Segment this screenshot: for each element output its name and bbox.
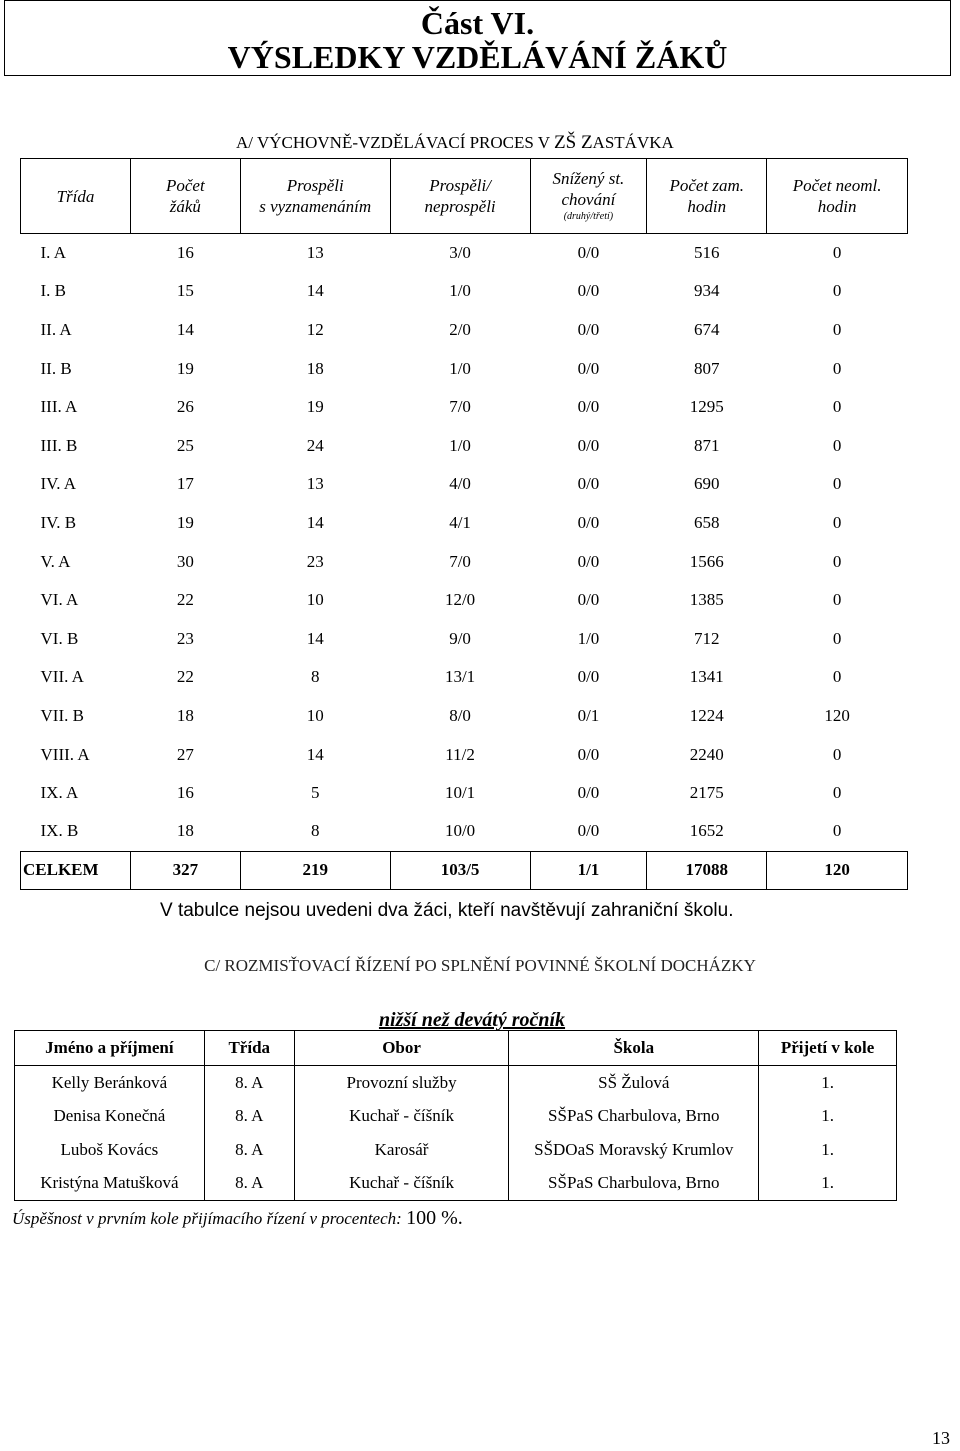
- placement-cell: Denisa Konečná: [15, 1100, 205, 1134]
- placement-cell: 1.: [759, 1167, 897, 1201]
- section-a-letter: A/ V: [236, 133, 270, 152]
- table-cell: I. B: [40, 281, 66, 301]
- placement-row: [15, 1100, 897, 1134]
- table-cell: II. B: [40, 358, 72, 378]
- table-cell: 16: [176, 243, 194, 263]
- success-rate-value: 100 %.: [406, 1207, 463, 1229]
- table-cell: IX. A: [40, 783, 79, 803]
- table-cell: 7/0: [449, 551, 471, 571]
- table-cell: 14: [306, 281, 324, 301]
- table-cell: 14: [306, 628, 324, 648]
- header-prijeti: Přijetí v kole: [759, 1031, 897, 1066]
- placement-row: [15, 1066, 897, 1100]
- section-a-heading: [236, 132, 674, 154]
- table-cell: 1/0: [577, 628, 600, 648]
- table-row: [21, 311, 908, 350]
- table-row: [21, 504, 908, 543]
- table-cell: 1295: [689, 397, 724, 417]
- table-cell: 674: [694, 319, 720, 339]
- table-cell: 0: [832, 281, 842, 301]
- table-cell: 2/0: [449, 319, 471, 339]
- table-cell: 0/0: [577, 783, 600, 803]
- table-cell: 7/0: [449, 397, 471, 417]
- placement-table: [14, 1030, 897, 1201]
- table-cell: 0/0: [577, 319, 600, 339]
- table-row: [21, 388, 908, 427]
- placement-cell: Luboš Kovács: [15, 1133, 205, 1167]
- table-cell: 807: [694, 358, 720, 378]
- table-cell: 13: [306, 474, 324, 494]
- section-a-school: ZŠ Z: [554, 132, 593, 153]
- table-cell: 10: [306, 705, 324, 725]
- table-cell: 1652: [689, 821, 724, 841]
- table-cell: 1341: [689, 667, 724, 687]
- header-pocet-zaku: Počet žáků: [130, 159, 240, 234]
- table-cell: 2175: [689, 783, 724, 803]
- table-cell: 1/0: [449, 435, 471, 455]
- table-row: [21, 658, 908, 697]
- table-cell: 934: [694, 281, 720, 301]
- table-row: [21, 542, 908, 581]
- table-cell: 0/0: [577, 358, 600, 378]
- placement-cell: Kuchař - číšník: [294, 1167, 509, 1201]
- table-cell: VII. B: [40, 705, 84, 725]
- table-cell: 1/0: [449, 358, 471, 378]
- total-cell: 17088: [647, 851, 767, 890]
- header-trida-2: Třída: [204, 1031, 294, 1066]
- table-cell: 12: [306, 319, 324, 339]
- table-cell: 10/0: [444, 821, 476, 841]
- foreign-students-note: V tabulce nejsou uvedeni dva žáci, kteří navštěvují zahraniční školu.: [160, 900, 734, 921]
- table-row: [21, 812, 908, 851]
- table-cell: 0: [832, 667, 842, 687]
- total-row: [21, 851, 908, 890]
- table-cell: 19: [306, 397, 324, 417]
- table-cell: 22: [176, 667, 194, 687]
- chapter-title: VÝSLEDKY VZDĚLÁVÁNÍ ŽÁKŮ: [227, 39, 728, 75]
- table-cell: 0/1: [577, 705, 600, 725]
- table-cell: 13/1: [444, 667, 476, 687]
- table-cell: 9/0: [449, 628, 471, 648]
- table-cell: VI. A: [40, 590, 79, 610]
- table-row: [21, 619, 908, 658]
- placement-cell: Kristýna Matušková: [15, 1167, 205, 1201]
- total-cell: 103/5: [390, 851, 530, 890]
- table-cell: 14: [306, 512, 324, 532]
- table-cell: V. A: [40, 551, 71, 571]
- table-cell: 0/0: [577, 512, 600, 532]
- table-cell: 0: [832, 358, 842, 378]
- table-cell: 690: [694, 474, 720, 494]
- table-cell: 26: [176, 397, 194, 417]
- placement-cell: 8. A: [204, 1066, 294, 1100]
- table-cell: 17: [176, 474, 194, 494]
- placement-header-row: [15, 1031, 897, 1066]
- table-cell: II. A: [40, 319, 72, 339]
- table-cell: 25: [176, 435, 194, 455]
- table-row: [21, 465, 908, 504]
- table-cell: 30: [176, 551, 194, 571]
- table-cell: 19: [176, 358, 194, 378]
- table-cell: 16: [176, 783, 194, 803]
- table-cell: 0: [832, 590, 842, 610]
- chapter-number: Část VI.: [420, 5, 535, 41]
- table-cell: 14: [176, 319, 194, 339]
- table-row: [21, 697, 908, 736]
- table-cell: 0: [832, 243, 842, 263]
- section-a-text: ÝCHOVNĚ-VZDĚLÁVACÍ PROCES V: [269, 133, 555, 152]
- results-header-row: [21, 159, 908, 234]
- table-cell: 8: [310, 667, 320, 687]
- placement-row: [15, 1133, 897, 1167]
- table-cell: 712: [694, 628, 720, 648]
- table-cell: 658: [694, 512, 720, 532]
- placement-cell: SŠPaS Charbulova, Brno: [509, 1167, 759, 1201]
- table-cell: 0: [832, 821, 842, 841]
- header-skola: Škola: [509, 1031, 759, 1066]
- table-cell: 27: [176, 744, 194, 764]
- table-cell: 18: [306, 358, 324, 378]
- placement-row: [15, 1167, 897, 1201]
- table-cell: 0/0: [577, 474, 600, 494]
- placement-cell: SŠ Žulová: [509, 1066, 759, 1100]
- table-row: [21, 426, 908, 465]
- placement-cell: Kelly Beránková: [15, 1066, 205, 1100]
- table-cell: 0/0: [577, 435, 600, 455]
- table-cell: 0: [832, 744, 842, 764]
- placement-cell: 8. A: [204, 1133, 294, 1167]
- table-cell: 0: [832, 397, 842, 417]
- table-cell: I. A: [40, 243, 66, 263]
- page-number: 13: [932, 1428, 950, 1448]
- table-row: [21, 349, 908, 388]
- table-cell: III. B: [40, 435, 78, 455]
- placement-cell: 1.: [759, 1066, 897, 1100]
- table-row: [21, 774, 908, 813]
- header-jmeno: Jméno a příjmení: [15, 1031, 205, 1066]
- table-cell: 0: [832, 783, 842, 803]
- header-zameskane-hodiny: Počet zam. hodin: [647, 159, 767, 234]
- table-cell: 0/0: [577, 243, 600, 263]
- table-cell: 15: [176, 281, 194, 301]
- table-cell: 871: [694, 435, 720, 455]
- table-cell: 0/0: [577, 821, 600, 841]
- table-cell: 0/0: [577, 667, 600, 687]
- section-c-heading: C/ ROZMISŤOVACÍ ŘÍZENÍ PO SPLNĚNÍ POVINNÉ ŠKOLNÍ DOCHÁZKY: [204, 956, 756, 975]
- table-cell: 10/1: [444, 783, 476, 803]
- table-cell: 18: [176, 821, 194, 841]
- header-obor: Obor: [294, 1031, 509, 1066]
- table-cell: 24: [306, 435, 324, 455]
- table-cell: 8/0: [449, 705, 471, 725]
- table-cell: 120: [824, 705, 850, 725]
- section-a-place: ASTÁVKA: [592, 133, 674, 152]
- placement-cell: Kuchař - číšník: [294, 1100, 509, 1134]
- table-cell: VIII. A: [40, 744, 90, 764]
- success-rate-line: [12, 1207, 463, 1230]
- header-trida: Třída: [21, 159, 131, 234]
- chapter-title-box: [4, 0, 951, 76]
- table-cell: 0: [832, 319, 842, 339]
- placement-cell: Provozní služby: [294, 1066, 509, 1100]
- table-cell: 516: [694, 243, 720, 263]
- table-cell: 0/0: [577, 590, 600, 610]
- table-cell: 0: [832, 474, 842, 494]
- table-cell: 5: [310, 783, 320, 803]
- table-cell: 11/2: [445, 744, 475, 764]
- table-cell: 0/0: [577, 744, 600, 764]
- table-cell: 10: [306, 590, 324, 610]
- table-cell: IV. A: [40, 474, 77, 494]
- header-prospeli-vyznamenani: Prospěli s vyznamenáním: [240, 159, 390, 234]
- table-cell: 8: [310, 821, 320, 841]
- success-rate-label: Úspěšnost v prvním kole přijímacího řízení v procentech:: [12, 1209, 402, 1228]
- placement-cell: Karosář: [294, 1133, 509, 1167]
- placement-cell: 1.: [759, 1133, 897, 1167]
- table-cell: 14: [306, 744, 324, 764]
- table-row: [21, 735, 908, 774]
- total-cell: 327: [130, 851, 240, 890]
- header-snizeny-stupen: Snížený st. chování (druhý/třetí): [530, 159, 647, 234]
- table-cell: 18: [176, 705, 194, 725]
- placement-cell: 1.: [759, 1100, 897, 1134]
- placement-cell: SŠPaS Charbulova, Brno: [509, 1100, 759, 1134]
- table-cell: 0: [832, 628, 842, 648]
- table-row: [21, 581, 908, 620]
- table-cell: 13: [306, 243, 324, 263]
- placement-cell: SŠDOaS Moravský Krumlov: [509, 1133, 759, 1167]
- results-table: [20, 158, 908, 890]
- table-cell: 1/0: [449, 281, 471, 301]
- table-cell: 23: [306, 551, 324, 571]
- table-cell: 0: [832, 435, 842, 455]
- table-cell: 0: [832, 551, 842, 571]
- placement-cell: 8. A: [204, 1100, 294, 1134]
- table-cell: 4/0: [449, 474, 471, 494]
- table-cell: 1385: [689, 590, 724, 610]
- table-cell: 1566: [689, 551, 724, 571]
- total-cell: 120: [767, 851, 908, 890]
- table-cell: VII. A: [40, 667, 84, 687]
- lower-grade-caption: nižší než devátý ročník: [378, 1009, 566, 1031]
- table-cell: 12/0: [444, 590, 476, 610]
- table-cell: 0: [832, 512, 842, 532]
- table-cell: IV. B: [40, 512, 77, 532]
- table-cell: 0/0: [577, 397, 600, 417]
- table-cell: VI. B: [40, 628, 79, 648]
- header-neomluvene-hodiny: Počet neoml. hodin: [767, 159, 908, 234]
- table-cell: 4/1: [449, 512, 471, 532]
- table-cell: 2240: [689, 744, 724, 764]
- table-cell: 3/0: [449, 243, 471, 263]
- table-row: [21, 272, 908, 311]
- table-cell: III. A: [40, 397, 78, 417]
- table-cell: IX. B: [40, 821, 79, 841]
- table-cell: 1224: [689, 705, 724, 725]
- table-cell: 22: [176, 590, 194, 610]
- table-cell: 19: [176, 512, 194, 532]
- table-row: [21, 234, 908, 273]
- total-cell: 219: [240, 851, 390, 890]
- total-cell: 1/1: [530, 851, 647, 890]
- table-cell: 23: [176, 628, 194, 648]
- header-prospeli-neprospeli: Prospěli/ neprospěli: [390, 159, 530, 234]
- placement-cell: 8. A: [204, 1167, 294, 1201]
- total-cell: CELKEM: [21, 851, 131, 890]
- table-cell: 0/0: [577, 281, 600, 301]
- table-cell: 0/0: [577, 551, 600, 571]
